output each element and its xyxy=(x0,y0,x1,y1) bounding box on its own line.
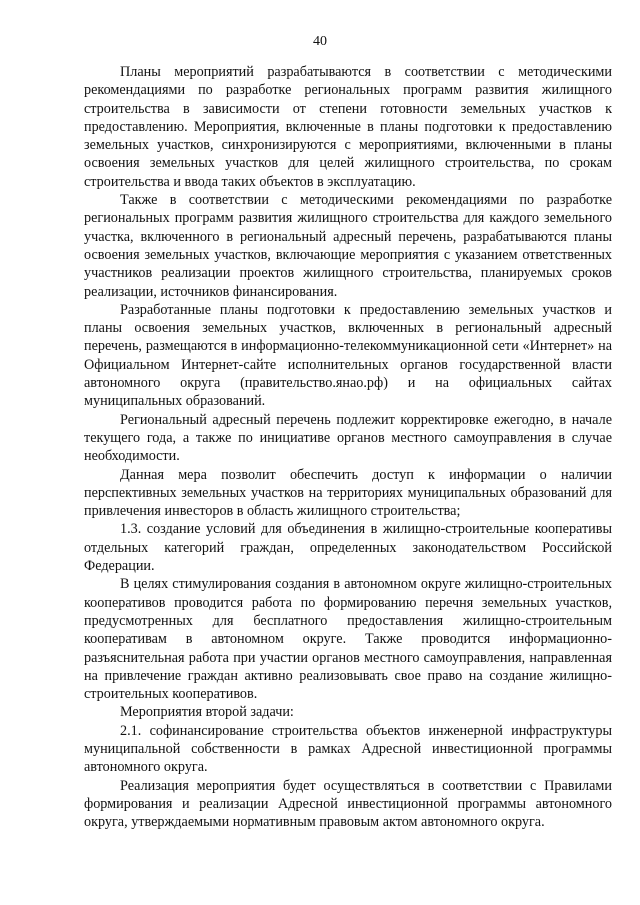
paragraph-second-task-heading: Мероприятия второй задачи: xyxy=(120,704,294,721)
page-number: 40 xyxy=(313,34,327,49)
paragraph-implementation: Реализация мероприятия будет осуществляться в соответствии с Правилами формирования и реализации Адресной инвестиционной программы автономного округа, утверждаемыми нормативным правовым актом автономного округа. xyxy=(84,777,612,831)
paragraph-list-correction: Региональный адресный перечень подлежит корректировке ежегодно, в начале текущего года, а также по инициативе органов местного самоуправления в случае необходимости. xyxy=(84,411,612,465)
paragraph-land-plans: Также в соответствии с методическими рекомендациями по разработке региональных программ развития жилищного строительства для каждого земельного участка, включенного в региональный адресный перечень, разрабатываются планы освоения земельных участков, включающие мероприятия с указанием ответственных участников реализации проектов жилищного строительства, планируемых сроков реализации, источников финансирования. xyxy=(84,192,612,300)
paragraph-item-2-1: 2.1. софинансирование строительства объектов инженерной инфраструктуры муниципальной собственности в рамках Адресной инвестиционной программы автономного округа. xyxy=(84,722,612,776)
paragraph-plans-development: Планы мероприятий разрабатываются в соответствии с методическими рекомендациями по разработке региональных программ развития жилищного строительства в зависимости от степени готовности земельных участков к предоставлению. Мероприятия, включенные в планы подготовки к предоставлению земельных участков, синхронизируются с мероприятиями, включенными в планы освоения земельных участков для целей жилищного строительства, по срокам строительства и ввода таких объектов в эксплуатацию. xyxy=(84,64,612,190)
paragraph-publication: Разработанные планы подготовки к предоставлению земельных участков и планы освоения земельных участков, включенных в региональный адресный перечень, размещаются в информационно-телекоммуникационной сети «Интернет» на Официальном Интернет-сайте исполнительных органов государственной власти автономного округа (правительство.янао.рф) и на официальных сайтах муниципальных образований. xyxy=(84,301,612,410)
document-body xyxy=(84,63,612,831)
paragraph-access-info: Данная мера позволит обеспечить доступ к информации о наличии перспективных земельных участков на территориях муниципальных образований для привлечения инвесторов в область жилищного строительства; xyxy=(84,466,612,520)
paragraph-cooperatives: В целях стимулирования создания в автономном округе жилищно-строительных кооперативов проводится работа по формированию перечня земельных участков, предусмотренных для бесплатного предоставления жилищно-строительным кооперативам в автономном округе. Также проводится информационно-разъяснительная работа при участии органов местного самоуправления, направленная на привлечение граждан активно реализовывать свое право на создание жилищно-строительных кооперативов. xyxy=(84,576,612,703)
paragraph-item-1-3: 1.3. создание условий для объединения в жилищно-строительные кооперативы отдельных категорий граждан, определенных законодательством Российской Федерации. xyxy=(84,521,612,575)
